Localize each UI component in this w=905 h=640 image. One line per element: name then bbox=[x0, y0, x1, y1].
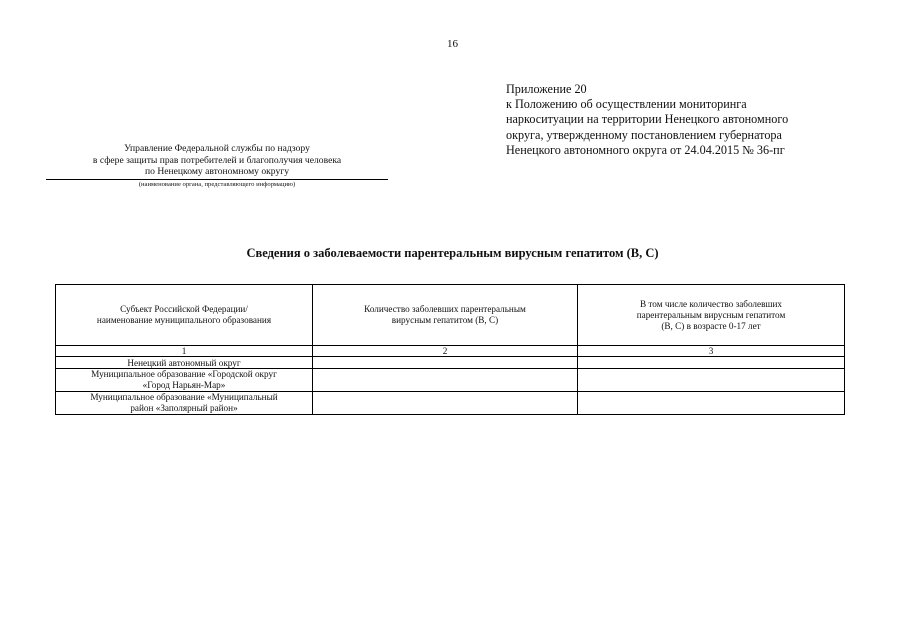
count-0-17-cell[interactable] bbox=[578, 357, 845, 369]
header-cell-count-0-17 bbox=[578, 285, 845, 346]
row-name-cell bbox=[56, 357, 313, 369]
appendix-line: Приложение 20 bbox=[506, 82, 587, 96]
header-text: В том числе количество заболевших bbox=[639, 298, 783, 309]
header-text: Количество заболевших парентеральным bbox=[364, 304, 526, 314]
organization-line: по Ненецкому автономному округу bbox=[145, 166, 289, 178]
table-row bbox=[56, 357, 845, 369]
appendix-line: Ненецкого автономного округа от 24.04.2015 № 36-пг bbox=[506, 142, 785, 157]
row-name: Ненецкий автономный округ bbox=[127, 357, 241, 368]
column-number: 2 bbox=[313, 346, 578, 357]
table-header-row bbox=[56, 285, 845, 346]
header-cell-subject bbox=[56, 285, 313, 346]
count-cell[interactable] bbox=[313, 357, 578, 369]
row-name: Муниципальное образование «Городской округ bbox=[91, 369, 277, 379]
header-text: вирусным гепатитом (В, С) bbox=[391, 315, 499, 325]
table-row bbox=[56, 392, 845, 415]
appendix-line: к Положению об осуществлении мониторинга bbox=[506, 97, 747, 112]
row-name: Муниципальное образование «Муниципальный bbox=[90, 392, 278, 402]
appendix-reference bbox=[506, 82, 866, 158]
row-name-cell bbox=[56, 392, 313, 415]
organization-line: в сфере защиты прав потребителей и благополучия человека bbox=[92, 154, 342, 166]
underline-rule bbox=[46, 179, 388, 180]
count-cell[interactable] bbox=[313, 369, 578, 392]
column-number-row bbox=[56, 346, 845, 357]
count-0-17-cell[interactable] bbox=[578, 392, 845, 415]
row-name-cell bbox=[56, 369, 313, 392]
header-cell-count bbox=[313, 285, 578, 346]
organization-caption: (наименование органа, представляющего информацию) bbox=[138, 180, 296, 188]
count-cell[interactable] bbox=[313, 392, 578, 415]
count-0-17-cell[interactable] bbox=[578, 369, 845, 392]
table-row bbox=[56, 369, 845, 392]
hepatitis-report-table bbox=[55, 284, 845, 415]
header-text: Субъект Российской Федерации/ bbox=[120, 304, 248, 314]
organization-line: Управление Федеральной службы по надзору bbox=[124, 143, 310, 154]
row-name: район «Заполярный район» bbox=[130, 403, 238, 413]
page-number: 16 bbox=[447, 38, 458, 50]
appendix-line: наркоситуации на территории Ненецкого автономного bbox=[506, 112, 789, 127]
header-text: (В, С) в возрасте 0-17 лет bbox=[661, 320, 761, 331]
appendix-line: округа, утвержденному постановлением губернатора bbox=[506, 127, 782, 142]
reporting-organization bbox=[46, 143, 388, 189]
header-text: наименование муниципального образования bbox=[96, 315, 272, 325]
column-number: 3 bbox=[578, 346, 845, 357]
row-name: «Город Нарьян-Мар» bbox=[142, 380, 226, 390]
header-text: парентеральным вирусным гепатитом bbox=[636, 309, 786, 320]
column-number: 1 bbox=[56, 346, 313, 357]
document-title: Сведения о заболеваемости парентеральным вирусным гепатитом (В, С) bbox=[246, 246, 659, 260]
